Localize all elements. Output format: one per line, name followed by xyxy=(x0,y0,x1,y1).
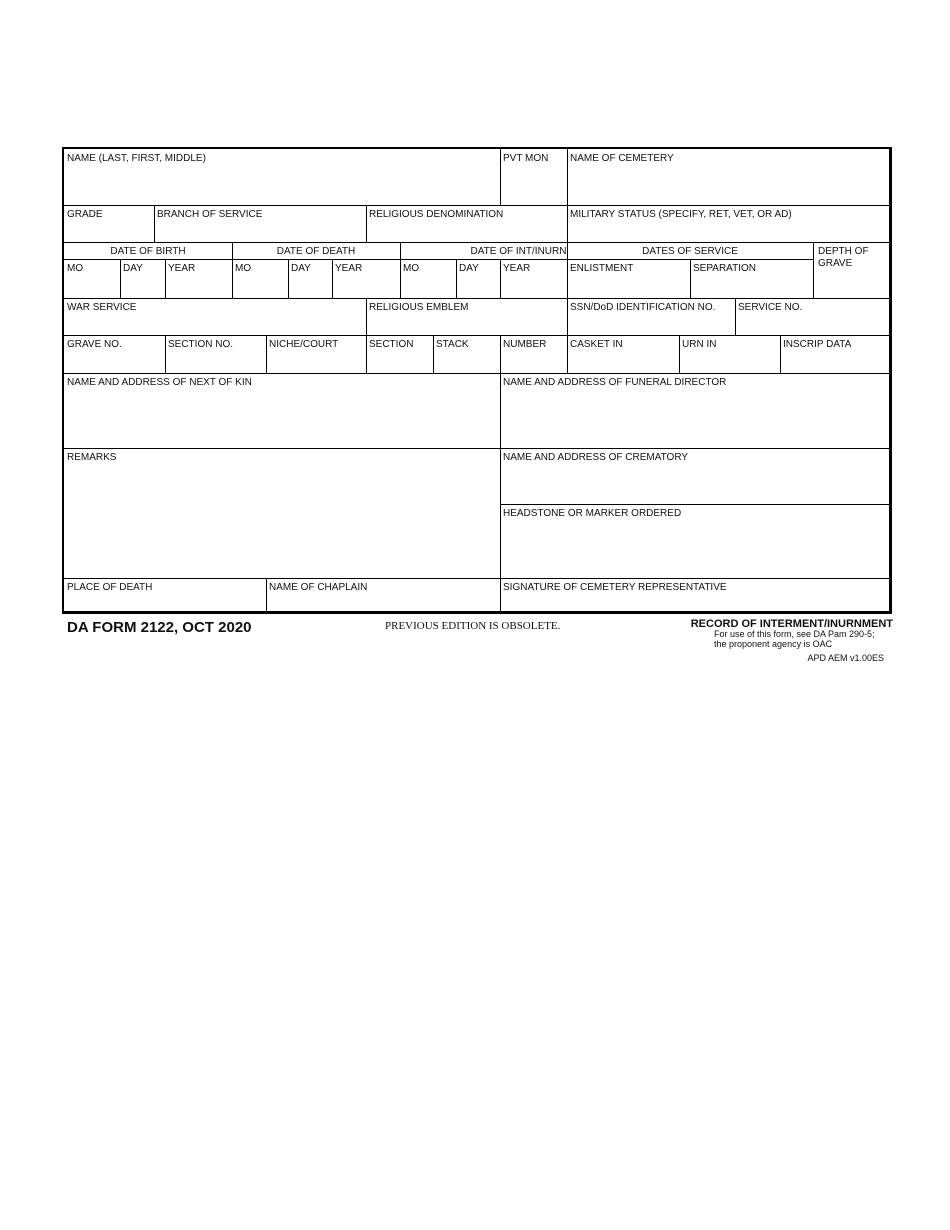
enlistment-field[interactable] xyxy=(567,259,690,298)
chaplain-field[interactable] xyxy=(266,578,500,613)
death-mo-field[interactable] xyxy=(232,259,288,298)
cemetery-label: NAME OF CEMETERY xyxy=(570,153,674,164)
crematory-field[interactable] xyxy=(500,448,891,504)
name-label: NAME (LAST, FIRST, MIDDLE) xyxy=(67,153,206,164)
section-no-label: SECTION NO. xyxy=(168,339,234,350)
date-of-birth-label: DATE OF BIRTH xyxy=(110,246,186,257)
date-of-death-label: DATE OF DEATH xyxy=(276,246,356,257)
headstone-field[interactable] xyxy=(500,504,891,578)
ssn-label: SSN/DoD IDENTIFICATION NO. xyxy=(570,302,716,313)
depth-of-grave-field[interactable] xyxy=(813,242,891,298)
birth-year-field[interactable] xyxy=(165,259,232,298)
religious-emblem-label: RELIGIOUS EMBLEM xyxy=(369,302,469,313)
death-mo-label: MO xyxy=(235,263,252,274)
niche-court-field[interactable] xyxy=(266,335,366,373)
casket-in-field[interactable] xyxy=(567,335,679,373)
int-year-label: YEAR xyxy=(503,263,531,274)
birth-year-label: YEAR xyxy=(168,263,196,274)
death-day-label: DAY xyxy=(291,263,311,274)
next-of-kin-label: NAME AND ADDRESS OF NEXT OF KIN xyxy=(67,377,252,388)
branch-field[interactable] xyxy=(154,205,366,242)
form-title: RECORD OF INTERMENT/INURNMENT xyxy=(690,618,893,630)
number-field[interactable] xyxy=(500,335,567,373)
stack-field[interactable] xyxy=(433,335,500,373)
form-version: APD AEM v1.00ES xyxy=(807,653,884,663)
separation-field[interactable] xyxy=(690,259,813,298)
military-status-field[interactable] xyxy=(567,205,891,242)
grave-no-field[interactable] xyxy=(64,335,165,373)
int-mo-field[interactable] xyxy=(400,259,456,298)
war-service-field[interactable] xyxy=(64,298,366,335)
chaplain-label: NAME OF CHAPLAIN xyxy=(269,582,368,593)
remarks-field[interactable] xyxy=(64,448,500,578)
inscrip-data-label: INSCRIP DATA xyxy=(783,339,852,350)
grade-label: GRADE xyxy=(67,209,103,220)
service-no-label: SERVICE NO. xyxy=(738,302,803,313)
date-of-int-label: DATE OF INT/INURN xyxy=(470,246,567,257)
funeral-director-label: NAME AND ADDRESS OF FUNERAL DIRECTOR xyxy=(503,377,727,388)
remarks-label: REMARKS xyxy=(67,452,117,463)
niche-court-label: NICHE/COURT xyxy=(269,339,339,350)
name-field[interactable] xyxy=(64,149,500,205)
dates-of-service-label: DATES OF SERVICE xyxy=(642,246,738,257)
usage-note-line1: For use of this form, see DA Pam 290-5; xyxy=(714,629,875,639)
usage-note-line2: the proponent agency is OAC xyxy=(714,639,833,649)
war-service-label: WAR SERVICE xyxy=(67,302,137,313)
signature-label: SIGNATURE OF CEMETERY REPRESENTATIVE xyxy=(503,582,727,593)
death-year-field[interactable] xyxy=(332,259,400,298)
casket-in-label: CASKET IN xyxy=(570,339,623,350)
grave-no-label: GRAVE NO. xyxy=(67,339,122,350)
date-of-int-header xyxy=(400,242,567,259)
birth-day-label: DAY xyxy=(123,263,143,274)
ssn-field[interactable] xyxy=(567,298,735,335)
urn-in-label: URN IN xyxy=(682,339,717,350)
section-field[interactable] xyxy=(366,335,433,373)
place-of-death-label: PLACE OF DEATH xyxy=(67,582,153,593)
int-mo-label: MO xyxy=(403,263,420,274)
crematory-label: NAME AND ADDRESS OF CREMATORY xyxy=(503,452,689,463)
birth-day-field[interactable] xyxy=(120,259,165,298)
branch-label: BRANCH OF SERVICE xyxy=(157,209,263,220)
pvt-mon-label: PVT MON xyxy=(503,153,549,164)
headstone-label: HEADSTONE OR MARKER ORDERED xyxy=(503,508,682,519)
stack-label: STACK xyxy=(436,339,469,350)
inscrip-data-field[interactable] xyxy=(780,335,891,373)
int-year-field[interactable] xyxy=(500,259,567,298)
service-no-field[interactable] xyxy=(735,298,891,335)
death-day-field[interactable] xyxy=(288,259,332,298)
religious-denomination-label: RELIGIOUS DENOMINATION xyxy=(369,209,504,220)
grade-field[interactable] xyxy=(64,205,154,242)
cemetery-field[interactable] xyxy=(567,149,891,205)
urn-in-field[interactable] xyxy=(679,335,780,373)
section-no-field[interactable] xyxy=(165,335,266,373)
interment-record-form xyxy=(62,147,892,614)
religious-emblem-field[interactable] xyxy=(366,298,567,335)
date-of-death-header xyxy=(232,242,400,259)
place-of-death-field[interactable] xyxy=(64,578,266,613)
religious-denomination-field[interactable] xyxy=(366,205,567,242)
depth-of-grave-label: DEPTH OF GRAVE xyxy=(818,246,869,269)
dates-of-service-header xyxy=(567,242,813,259)
edition-note: PREVIOUS EDITION IS OBSOLETE. xyxy=(385,620,561,632)
enlistment-label: ENLISTMENT xyxy=(570,263,634,274)
int-day-label: DAY xyxy=(459,263,479,274)
int-day-field[interactable] xyxy=(456,259,500,298)
pvt-mon-field[interactable] xyxy=(500,149,567,205)
form-id: DA FORM 2122, OCT 2020 xyxy=(67,619,252,636)
death-year-label: YEAR xyxy=(335,263,363,274)
number-label: NUMBER xyxy=(503,339,547,350)
signature-field[interactable] xyxy=(500,578,891,613)
funeral-director-field[interactable] xyxy=(500,373,891,448)
military-status-label: MILITARY STATUS (SPECIFY, RET, VET, OR AD) xyxy=(570,209,792,220)
form-usage-note xyxy=(714,629,875,649)
date-of-birth-header xyxy=(64,242,232,259)
next-of-kin-field[interactable] xyxy=(64,373,500,448)
section-label: SECTION xyxy=(369,339,414,350)
separation-label: SEPARATION xyxy=(693,263,756,274)
birth-mo-label: MO xyxy=(67,263,84,274)
birth-mo-field[interactable] xyxy=(64,259,120,298)
